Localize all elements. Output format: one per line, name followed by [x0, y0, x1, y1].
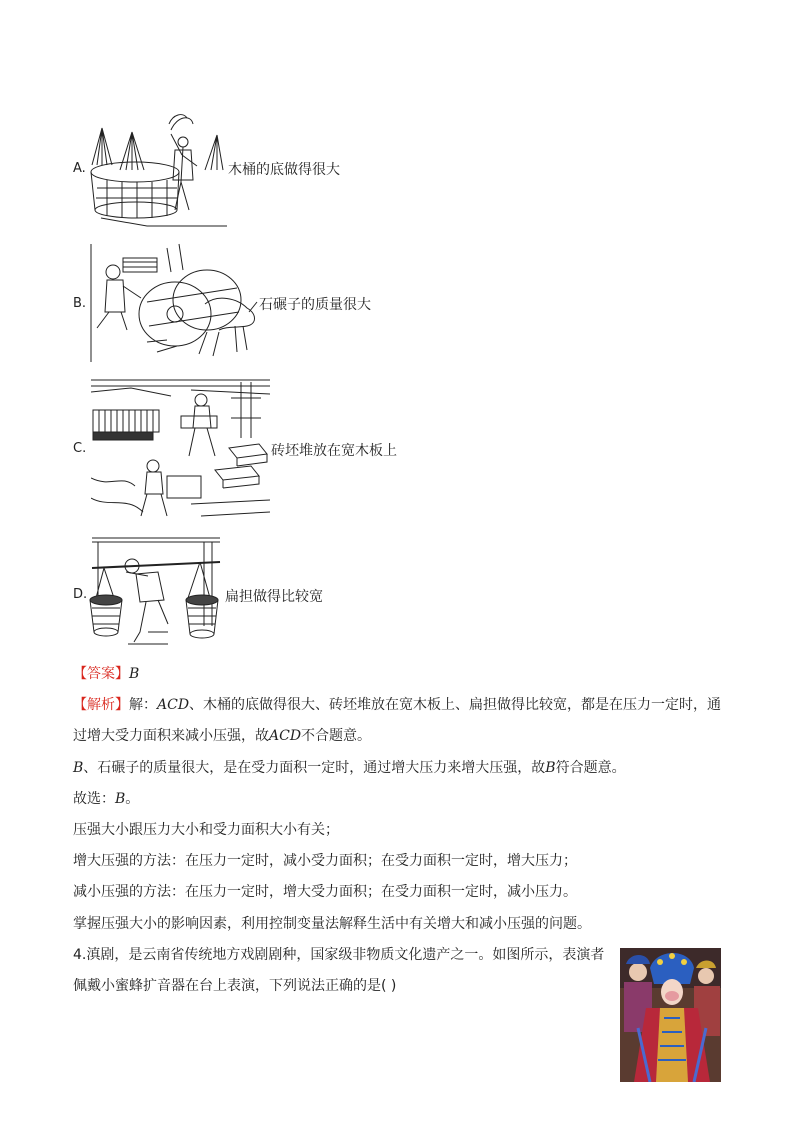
analysis-line-4 — [73, 789, 139, 809]
analysis-line-5: 压强大小跟压力大小和受力面积大小有关； — [73, 822, 339, 838]
analysis-line-3 — [73, 758, 626, 778]
answer-value: B — [129, 666, 140, 682]
analysis-line-8: 掌握压强大小的影响因素，利用控制变量法解释生活中有关增大和减小压强的问题。 — [73, 916, 591, 932]
analysis-text: 不合题意。 — [301, 728, 372, 744]
option-b-letter: B. — [73, 296, 87, 311]
analysis-text: 过增大受力面积来减小压强，故 — [73, 728, 269, 744]
analysis-line-7: 减小压强的方法：在压力一定时，增大受力面积；在受力面积一定时，减小压力。 — [73, 884, 577, 900]
option-b-illustration-stone-roller — [87, 242, 259, 364]
option-b-text: 石碾子的质量很大 — [259, 297, 371, 313]
analysis-line-2 — [73, 726, 371, 746]
opera-performer-photo — [620, 948, 721, 1082]
analysis-variable: B — [545, 760, 556, 776]
analysis-label: 【解析】 — [73, 697, 129, 713]
answer-line — [73, 664, 139, 684]
option-d-text: 扁担做得比较宽 — [225, 589, 323, 605]
analysis-text: 、石碾子的质量很大，是在受力面积一定时，通过增大压力来增大压强，故 — [83, 760, 546, 776]
question-4-line-1: 4.滇剧，是云南省传统地方戏剧剧种，国家级非物质文化遗产之一。如图所示，表演者 — [73, 947, 605, 963]
option-c-illustration-bricks — [91, 378, 270, 521]
analysis-variable: ACD — [269, 728, 302, 744]
analysis-text: 故选： — [73, 791, 115, 807]
analysis-line-1 — [73, 695, 721, 715]
option-a-text: 木桶的底做得很大 — [228, 162, 340, 178]
option-d-illustration-shoulder-pole — [88, 536, 225, 649]
option-a-letter: A. — [73, 161, 86, 176]
option-a-illustration-bucket — [87, 110, 227, 228]
analysis-variable: B — [73, 760, 84, 776]
answer-label: 【答案】 — [73, 666, 129, 682]
analysis-text: 、木桶的底做得很大、砖坯堆放在宽木板上、扁担做得比较宽，都是在压力一定时，通 — [189, 697, 722, 713]
option-c-letter: C. — [73, 441, 87, 456]
option-c-text: 砖坯堆放在宽木板上 — [271, 443, 397, 459]
option-d-letter: D. — [73, 587, 88, 602]
question-4-line-2: 佩戴小蜜蜂扩音器在台上表演，下列说法正确的是( ) — [73, 978, 397, 994]
analysis-variable: ACD — [157, 697, 190, 713]
analysis-text: 解： — [129, 697, 157, 713]
analysis-variable: B — [115, 791, 126, 807]
analysis-text: 符合题意。 — [555, 760, 626, 776]
analysis-text: 。 — [125, 791, 140, 807]
analysis-line-6: 增大压强的方法：在压力一定时，减小受力面积；在受力面积一定时，增大压力； — [73, 853, 577, 869]
